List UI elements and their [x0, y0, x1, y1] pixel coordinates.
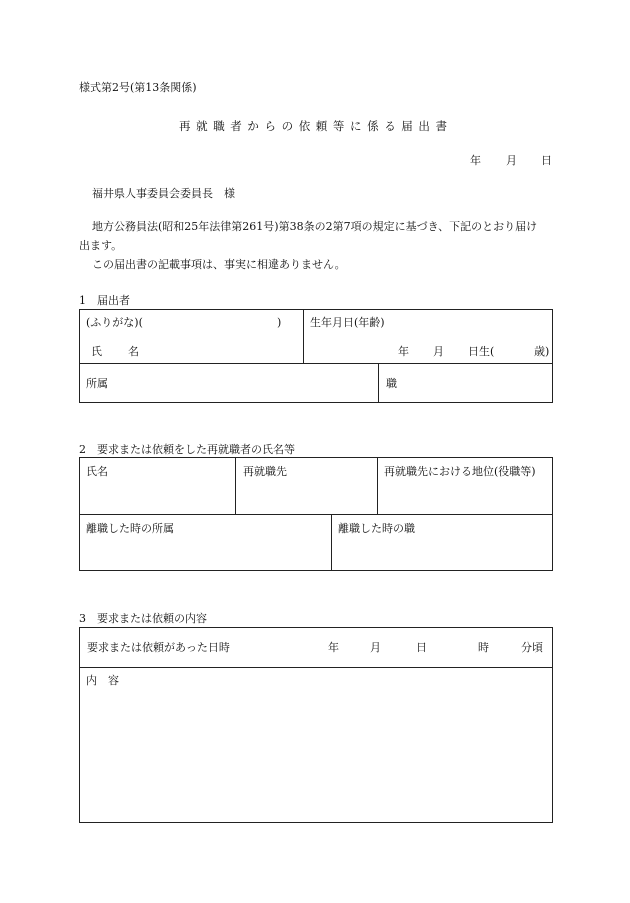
- request-minute-label: 分頃: [521, 641, 543, 654]
- reemployed-name-cell[interactable]: [80, 458, 235, 514]
- former-affiliation-label: 離職した時の所属: [86, 522, 174, 535]
- reemployed-person-table: [79, 457, 553, 571]
- request-month-label: 月: [370, 641, 381, 654]
- position-cell[interactable]: [379, 364, 552, 402]
- applicant-name-cell[interactable]: [80, 310, 303, 363]
- age-label: 歳): [534, 345, 550, 358]
- request-year-label: 年: [328, 641, 339, 654]
- request-datetime-label: 要求または依頼があった日時: [87, 641, 230, 654]
- reemployer-position-cell[interactable]: [378, 458, 552, 514]
- birth-year-label: 年: [398, 345, 409, 358]
- date-day-label: 日: [541, 154, 552, 167]
- reemployer-label: 再就職先: [243, 465, 287, 478]
- date-year-label: 年: [470, 154, 481, 167]
- name-label-2: 名: [128, 345, 139, 358]
- reemployed-name-label: 氏名: [86, 465, 108, 478]
- name-label-1: 氏: [91, 345, 102, 358]
- furigana-close: ): [277, 316, 282, 329]
- former-position-label: 離職した時の職: [338, 522, 415, 535]
- birthdate-label: 生年月日(年齢): [310, 316, 385, 329]
- body-paragraph-line2: 出ます。: [79, 239, 123, 252]
- request-hour-label: 時: [478, 641, 489, 654]
- request-day-label: 日: [416, 641, 427, 654]
- position-label: 職: [386, 377, 397, 390]
- section1-heading: 1 届出者: [79, 294, 130, 307]
- body-paragraph-line1: 地方公務員法(昭和25年法律第261号)第38条の2第7項の規定に基づき、下記のとおり届け: [92, 220, 538, 233]
- birthdate-cell[interactable]: [304, 310, 552, 363]
- birth-month-label: 月: [433, 345, 444, 358]
- addressee: 福井県人事委員会委員長 様: [92, 187, 235, 200]
- applicant-table: [79, 309, 553, 403]
- furigana-label: (ふりがな)(: [86, 316, 143, 329]
- reemployer-cell[interactable]: [236, 458, 377, 514]
- request-datetime-cell[interactable]: [80, 628, 552, 667]
- affiliation-cell[interactable]: [80, 364, 378, 402]
- document-title: 再就職者からの依頼等に係る届出書: [179, 119, 453, 133]
- form-number: 様式第2号(第13条関係): [79, 81, 197, 94]
- request-content-cell[interactable]: [80, 668, 552, 822]
- request-content-table: [79, 627, 553, 823]
- body-paragraph-line3: この届出書の記載事項は、事実に相違ありません。: [92, 258, 346, 271]
- former-position-cell[interactable]: [332, 515, 552, 570]
- date-month-label: 月: [506, 154, 517, 167]
- section3-heading: 3 要求または依頼の内容: [79, 612, 207, 625]
- former-affiliation-cell[interactable]: [80, 515, 331, 570]
- section2-heading: 2 要求または依頼をした再就職者の氏名等: [79, 443, 295, 456]
- birth-day-label: 日生(: [468, 345, 495, 358]
- reemployer-position-label: 再就職先における地位(役職等): [384, 465, 536, 478]
- content-label: 内 容: [86, 674, 119, 687]
- affiliation-label: 所属: [86, 377, 108, 390]
